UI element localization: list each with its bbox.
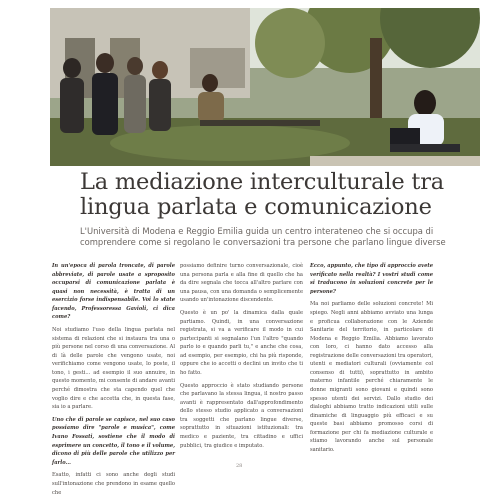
article-column-2 — [180, 262, 303, 454]
interview-answer: Questo approccio è stato studiando persone che parlavano la stessa lingua, il nostro passo avanti è rappresentato dall'approfondimento dello stesso studio applicato a conversazioni tra soggetti che parlano lingue diverse, soprattutto in situazioni istituzionali: tra medico e paziente, tra cittadino e uffici pubblici, tra giudice e imputato. — [180, 382, 303, 449]
photo-students-campus-icon — [50, 8, 480, 166]
interview-answer: Noi studiamo l'uso della lingua parlata nel sistema di relazioni che si instaura tra una o più persone nel corso di una conversazione. Al di là delle parole che vengono usate, noi verifichiamo come vengono usate, lo poste, il tono, i gesti... ad esempio il suo annuire, in questo momento, mi consente di andare avanti perché dimostra che sta capendo quel che voglio dire e che accetta che, in questa fase, sia io a parlare. — [52, 327, 175, 411]
interview-question: In un'epoca di parola troncate, di parole abbreviate, di parole usate a sproposito occuparsi di comunicazione parlata è quasi non necessità, è tratta di un esercizio forse indispensabile. Voi lo state facendo, Professoressa Gavioli, ci dica come? — [52, 263, 175, 321]
interview-question: Uno che di parole se capisce, nel suo caso possiamo dire "parole e musica", come Ivano Fossati, sostiene che il modo di esprimere un concetto, il tono e il volume, dicono di più delle parole che utilizzo per farlo... — [52, 416, 175, 466]
interview-answer: possiamo definire turno conversazionale, cioè una persona parla e alla fine di quello che ha da dire segnala che tocca all'altro parlare con una pausa, con una domanda o semplicemente usando un'intonazione discendente. — [180, 263, 303, 304]
interview-question: Ecco, appunto, che tipo di approccio avete verificato nella realtà? I vostri studi come si traducono in soluzioni concrete per le persone? — [310, 263, 433, 295]
page-number: 28 — [236, 463, 243, 469]
article-title: La mediazione interculturale tra lingua parlata e comunicazione — [80, 169, 444, 220]
article-subtitle: L'Università di Modena e Reggio Emilia guida un centro interateneo che si occupa di comprendere come si regolano le conversazioni tra persone che parlano lingue diverse — [80, 226, 446, 247]
article-column-1 — [52, 262, 175, 501]
interview-answer: Ma noi parliamo delle soluzioni concrete! Mi spiego. Negli anni abbiamo avviato una lunga e proficua collaborazione con le Aziende Sanitarie del territorio, in particolare di Modena e Reggio Emilia. Abbiamo lavorato con loro, ci hanno dato accesso alla registrazione delle conversazioni tra operatori, utenti e mediatori culturali (ovviamente col consenso di tutti), soprattutto in ambito materno infantile perché chiaramente le donne migranti sono giovani e quindi sono spesso utenti dei servizi. Dallo studio dei dialoghi abbiamo tratto indicazioni utili sulle dinamiche di linguaggio più efficaci e su queste basi abbiamo promosso corsi di formazione per chi fa mediazione culturale e stiamo lavorando anche sul personale sanitario. — [310, 301, 433, 453]
article-column-3 — [310, 262, 433, 459]
interview-answer: Esatto, infatti ci sono anche degli studi sull'intonazione che prendono in esame quello che — [52, 472, 175, 496]
interview-answer: Questo è un po' la dinamica dalla quale partiamo. Quindi, in una conversazione registrata, si va a verificare il modo in cui partecipanti si segnalano l'un l'altro "quando parlo io e quando parli tu," e anche che cosa, ad esempio, per esempio, chi ha più risponde, oppure che io accetti o declini un invito che ti ho fatto. — [180, 310, 303, 376]
header-photo — [50, 8, 480, 166]
